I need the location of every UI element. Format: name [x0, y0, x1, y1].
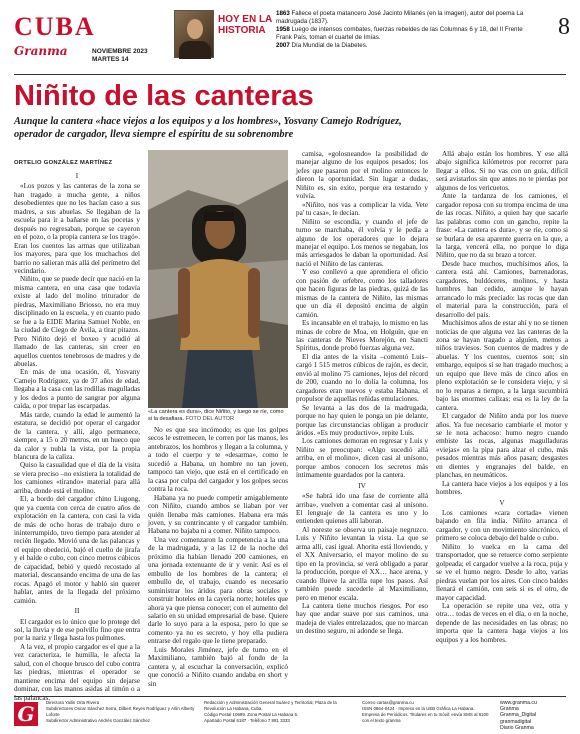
- article-paragraph: «Niñito, nos vas a complicar la vida. Vete pa' tu casa», le decían.: [296, 200, 428, 218]
- article-paragraph: Niñito se escondía, y cuando el jefe de turno se marchaba, él volvía y le pedía a alguno de los operadores que lo dejara manejar el equipo. Los menos se negaban, los más arriesgados le daban la oportunidad. Así nació el Niñito de las canteras.: [296, 217, 428, 268]
- article-column-2: [148, 426, 288, 692]
- brand-logo: Granma: [14, 44, 68, 58]
- article-paragraph: El cargador de Niñito anda por los nueve años. Ya fue necesario cambiarle el motor y se le nota achacoso: humo negro cuando embiste las rocas, algunas magulladuras «viejas» en la pipa para alzar el cubo, más pesados mientras más años pasan; desgastes en dientes y engranajes del balde, en planchas, en neumáticos.: [436, 412, 568, 480]
- section-number: V: [499, 498, 505, 507]
- page-footer: [14, 700, 566, 730]
- article-paragraph: Muchísimos años de estar ahí y no se tienen noticias de que alguna vez las canteras de la zona se hayan tragado a alguien, menos a niños traviesos. Son cuentos de madres y de abuelas. Y los cuentos, cuentos son; sin embargo, equipos sí se han tragado muchos; a un equipo que lleve más de cinco años en pleno explotación se le considera viejo, y si no lo reparas a tiempo, a la larga sucumbirá bajo las enormes calizas; esa es la ley de la cantera.: [436, 319, 568, 412]
- footer-contact: Correo cartas@granma.cu ISSN 0864-0424 · Impreso en la UEB Gráfica La Habana. Empresa de Periódicos. Titulares en tu móvil: envía SMS al 8100 con el texto granma: [362, 700, 489, 723]
- page-header: [14, 10, 570, 72]
- social-links: [500, 700, 566, 731]
- page-number: 8: [558, 14, 570, 40]
- section-number: I: [75, 172, 79, 180]
- article-paragraph: Luis Morales Jiménez, jefe de turno en el Maximiliano, también bajó al fondo de la cantera y, al escuchar la conversación, explicó que conoció a Niñito cuando andaba en short y sin: [148, 645, 288, 688]
- article-paragraph: Habana ya no puede competir amigablemente con Niñito, cuando ambos se liaban por ver quién llenaba más camiones. Habana era más joven, y su contrincante y el cargador también. Habana no bajaba ni a comer. Niñito tampoco.: [148, 493, 288, 536]
- article-paragraph: La cantera tiene muchos riesgos. Por eso hay que andar suave por sus caminos, una madeja de viales entrelazados, que no marcan un destino seguro, ni adonde se llega.: [296, 602, 428, 636]
- article-paragraph: La cantera hace viejos a los equipos y a los hombres.: [436, 479, 568, 497]
- ephemeris-item: 2007 Día Mundial de la Diabetes.: [276, 42, 368, 49]
- section-number: II: [74, 607, 80, 616]
- historical-portrait-image: [174, 10, 214, 58]
- website-link[interactable]: www.granma.cu: [500, 700, 537, 706]
- youtube-link[interactable]: Diario Granma: [500, 724, 534, 731]
- article-byline: ORTELIO GONZÁLEZ MARTÍNEZ: [14, 160, 113, 166]
- article-paragraph: Allá abajo están los hombres. Y ese allá abajo significa kilómetros por recorrer para llegar a ellos. Si no vas con un guía, difícil será avistarlos sin que antes no te pierdas por algunos de los vericuetos.: [436, 150, 568, 192]
- article-paragraph: camisa, «golosneando» la posibilidad de manejar alguno de los equipos pesados; los jefes que pasaron por el molino entonces le dieron la oportunidad. Sin lugar a dudas, Niñito es, sin exito, porque era testarudo y volvía.: [296, 150, 428, 201]
- issue-date: NOVIEMBRE 2023 MARTES 14: [92, 48, 148, 63]
- article-paragraph: Quiso la casualidad que el día de la visita se viera preciso –no existiera la totalidad de los camiones «tirando» material para allá arriba, donde está el molino.: [14, 461, 140, 495]
- photo-credit: FOTO DEL AUTOR: [185, 416, 235, 422]
- footer-address: Redacción y Administración General Suárez y Territorial, Plaza de la Revolución La Habana, Cuba. Código Postal 10699. Zona Postal La Habana 6. Apartado Postal 6187 · Teléfono 7 881 3333: [204, 700, 337, 723]
- article-paragraph: Al noreste se observa un paisaje negruzco. Luis y Niñito levantan la vista. La que se arma allí, casi igual. Ahorita está lloviendo, y el XX Aniversario, el mayor molino de su tipo en la provincia, se verá obligado a parar la producción, porque el XX… hace arena, y cuando llueve la arcilla tupe los pasos. Así también puede sucederle al Maximiliano, pero en menor escala.: [296, 525, 428, 602]
- article-paragraph: Y eso conllevó a que aprendiera el oficio con pasión de orfebre, como los talladores que hacen figuras de las piedras, quizá de las mismas de la cantera de Niñito, las mismas que un día él depositó encima de algún camión.: [296, 268, 428, 319]
- article-paragraph: Los camiones demoran en regresar y Luis y Niñito se preocupan: «Algo sucedió allá arriba, en el molino», dicen casi al unísono, porque ambos conocen los secretos más íntimamente guardados por la cantera.: [296, 437, 428, 480]
- twitter-link[interactable]: Granma_Digital: [500, 712, 537, 719]
- article-paragraph: «Se habrá ido una fase de corriente allá arriba», vuelven a comentar casi al unísono. El lenguaje de la cantera es uno y lo entienden quienes allí laboran.: [296, 492, 428, 526]
- photo-caption: «La cantera es dura», dice Niñito, y luego se ríe, como si la desafiara. FOTO DEL AUTOR: [148, 409, 284, 422]
- header-divider: [14, 74, 566, 75]
- article-paragraph: El, a bordo del cargador chino Liugong, que ya cuenta con cerca de cuatro años de explotación en la cantera, con casi la vida de más de ocho horas de trabajo duro e ininterrumpido, tuvo tiempo para atender al recién llegado. Movió una de las palancas y el equipo obedeció, bajó el cuello de jirafa y el balde o cubo, con cinco metros cúbicos de capacidad, bebió y quedó recostado al material, descansando encima de una de las rocas. Apagó el motor y habló sin querer hablar, antes de la llegada del próximo camión.: [14, 495, 140, 605]
- article-paragraph: La operación se repite una vez, otra y otra… todas de veces en el día, o en la noche, depende de las necesidades en las obras; no importa que la cantera haga viejos a los equipos y a los hombres.: [436, 602, 568, 644]
- article-paragraph: Niñito, que se puede decir que nació en la misma cantera, en una casa que todavía existe al lado del molino triturador de piedras, Maximiliano Briosso, no era muy disciplinado en la escuela, y en cuanto pudo se fue a la EIDE Marina Samuel Noble, en la ciudad de Ciego de Ávila, a tirar pitazos. Pero Niñito dejó el boxeo y acudió al llamado de las canteras, sin creer en aquellos cuentos tenebrosos de madres y de abuelas.: [14, 275, 140, 368]
- article-paragraph: El día antes de la visita –comentó Luis– cargó 1 515 metros cúbicos de rajón, es decir, envió al molino 75 camiones, lejos del récord de 200, cuando no lo dolía la columna, los cargadores eran nuevos y estaba Habana, el propulsor de aquellas reñidas emulaciones.: [296, 352, 428, 404]
- masthead-section: CUBA: [14, 12, 96, 41]
- article-paragraph: En más de una ocasión, él, Yosvany Camejo Rodríguez, ya de 37 años de edad, llegaba a la casa con las rodillas magulladas y los dedos a punto de sangrar por alguna caída, o por trepar las escarpadas.: [14, 368, 140, 411]
- article-paragraph: Más tarde, cuando la edad le aumentó la estatura, se decidió por operar el cargador de la cantera, y allí, algo permanece, siempre, a 15 o 20 metros, en un hueco que da calor y nubla la vista, por la propia blancura de la caliza.: [14, 410, 140, 461]
- article-paragraph: Ante la tardanza de los camiones, el cargador reposa con su trompa encima de una de las rocas. Niñito, a quien hay que sacarle las palabras como con un gancho, repite la frase: «La cantera es dura», y se ríe, como si se burlara de esa aparente guerra en la que, a la larga, vencerá ella, no porque lo diga Niñito, que no da su brazo a torcer.: [436, 192, 568, 260]
- article-column-3: [296, 150, 428, 690]
- article-paragraph: Niñito lo vuelca en la cama del transportador, que se retuerce como serpiente golpeada; el cargador vuelve a la roca, puja y se ve el humo negro. Desde lo alto, varias piedras vuelan por los aires. Con cinco baldes llenará el camión, con seis si es el otro, de mayor capacidad.: [436, 542, 568, 602]
- article-photo: [148, 150, 288, 408]
- article-column-4: [436, 150, 568, 690]
- article-column-1: [14, 170, 140, 702]
- article-paragraph: Los camiones «cara cortada» vienen bajando en fila india. Niñito arranca el cargador, y con un movimiento sincrónico, el primero se coloca debajo del balde o cubo.: [436, 509, 568, 543]
- ephemerides-list: [276, 10, 538, 50]
- article-paragraph: El cargador es lo único que lo protege del sol, la lluvia y de ese polvillo fino que entra por la nariz y llega hasta los pulmones.: [14, 617, 140, 643]
- article-headline: Niñito de las canteras: [14, 80, 314, 112]
- ephemeris-item: 1863 Fallece el poeta matancero José Jacinto Milanés (en la imagen), autor del poema La madrugada (1837).: [276, 10, 524, 25]
- article-paragraph: Una vez comenzaron la competencia a la una de la madrugada, y a las 12 de la noche del próximo día habían llenado 200 camiones, en una jornada extenuante de ir y venir. Así es el embullo de los hombres de la cantera; el embullo de, el trabajo, cuando es necesario suministrar los áridos para obras sociales y construir hoteles en la cayería norte; hoteles que ahora ya que piensa conocer; con el aumento del salario en su unidad empresarial de base. Quiere darle lo suyo para a la esposa, pero lo que se comento ya no es secreto, y hoy ella pudiera entrarse del regalo que le tiene preparado.: [148, 535, 288, 646]
- article-subtitle: Aunque la cantera «hace viejos a los equipos y a los hombres», Yosvany Camejo Rodríguez, operador de cargador, lleva siempre el espíritu de su sobrenombre: [14, 116, 402, 140]
- section-number: IV: [358, 481, 366, 490]
- footer-staff: Directora Yailin Orta Rivera Subdirectores Oscar Sánchez Serra, Dilbert Reyes Rodríguez y Arlin Alberty Loforte Subdirector Administrativo Andrés González Sánchez: [46, 700, 195, 723]
- history-section-title: HOY EN LA HISTORIA: [218, 14, 273, 36]
- article-paragraph: Se levanta a las dos de la madrugada, porque no hay quien le ponga un pie delante, porque las circunstancias obligan a producir áridos. «Es muy productivo», repite Luis.: [296, 403, 428, 437]
- article-paragraph: A la vez, el propio cargador es el que a la vez caracteriza, le humilla, le afecta la salud, con el choque brusco del cubo contra las piedras, mientras el operador se mantiene encima del equipo sin dejarse dominar, con las manos asidas al timón o a las palancas.: [14, 642, 140, 702]
- footer-divider: [14, 696, 566, 697]
- instagram-link[interactable]: granmadigital: [500, 718, 532, 725]
- article-paragraph: Desde hace muchos, muchísimos años, la cantera está ahí. Camiones, barrenadoras, cargadores, buldóceres, molinos, y hasta hombres han cedido, aunque le hayan arrancado lo más preciado: las rocas que dan el material para la construcción, para el desarrollo del país.: [436, 259, 568, 319]
- facebook-link[interactable]: Granma: [500, 706, 519, 713]
- article-paragraph: «Los pozos y las canteras de la zona se han tragado a mucha gente, a niños desobedientes que no les hacían caso a sus madres, a sus abuelas. Se llegaban de la escuela para ir a bañarse en las pocetas y después no regresaban, porque se cayeron en el pozo, o la propia cantera se los tragó». Eran los cuentos las armas que utilizaban los mayores, para que los muchachos del barrio no salieran más allá del perímetro del vecindario.: [14, 182, 140, 275]
- article-paragraph: No es que sea incómodo; es que los golpes secos le estremecen, le corren por las manos, les antebrazos, los hombros y llegan a la columna, y a todo el cuerpo y te «desarma», como le sucedió a Habana, un hombre no tan joven, tampoco tan viejo, que está en el certificado en la casa por culpa del cargador y los golpes secos contra la roca.: [148, 426, 288, 494]
- article-paragraph: Es incansable en el trabajo, lo mismo en las minas de cobre de Moa, en Holguín, que en las canteras de Nieves Morejón, en Sancti Spíritus, donde probó fuerzas alguna vez.: [296, 319, 428, 353]
- granma-logo: G: [14, 702, 38, 726]
- ephemeris-item: 1958 Luego de intensos combates, fuerzas rebeldes de las Columnas 6 y 18, del II Frente Frank País, toman el cuartel de Imías.: [276, 26, 523, 41]
